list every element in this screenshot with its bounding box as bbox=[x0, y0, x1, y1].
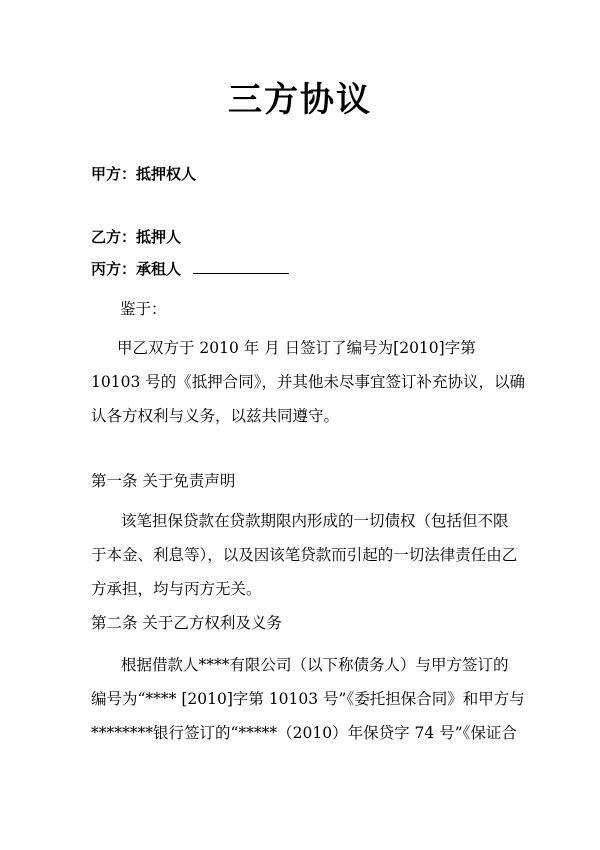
whereas-label: 鉴于： bbox=[120, 300, 167, 318]
preamble-line: 甲乙双方于 2010 年 月 日签订了编号为[2010]字第 bbox=[117, 339, 476, 357]
party-c-label: 丙方：承租人 bbox=[91, 260, 182, 278]
preamble-line: 认各方权利与义务，以兹共同遵守。 bbox=[91, 407, 340, 425]
article-1-line: 于本金、利息等），以及因该笔贷款而引起的一切法律责任由乙 bbox=[91, 546, 518, 564]
article-2-heading: 第二条 关于乙方权利及义务 bbox=[91, 614, 282, 632]
party-a-label: 甲方：抵押权人 bbox=[91, 165, 197, 183]
article-1-line: 该笔担保贷款在贷款期限内形成的一切债权（包括但不限 bbox=[121, 512, 509, 530]
preamble-line: 10103 号的《抵押合同》，并其他未尽事宜签订补充协议，以确 bbox=[91, 373, 525, 391]
article-2-line: ********银行签订的“*****（2010）年保贷字 74 号”《保证合 bbox=[91, 724, 517, 742]
preamble-paragraph bbox=[91, 331, 525, 433]
article-1-heading: 第一条 关于免责声明 bbox=[91, 472, 236, 490]
article-2-paragraph bbox=[91, 648, 525, 750]
party-b-label: 乙方：抵押人 bbox=[91, 228, 182, 246]
article-2-line: 编号为“**** [2010]字第 10103 号”《委托担保合同》和甲方与 bbox=[91, 690, 525, 708]
party-c-row bbox=[91, 259, 289, 279]
document-title: 三方协议 bbox=[228, 80, 372, 120]
article-1-line: 方承担，均与丙方无关。 bbox=[91, 580, 262, 598]
article-2-line: 根据借款人****有限公司（以下称债务人）与甲方签订的 bbox=[121, 656, 509, 674]
party-c-blank-line bbox=[193, 259, 289, 274]
article-1-paragraph bbox=[91, 504, 521, 606]
